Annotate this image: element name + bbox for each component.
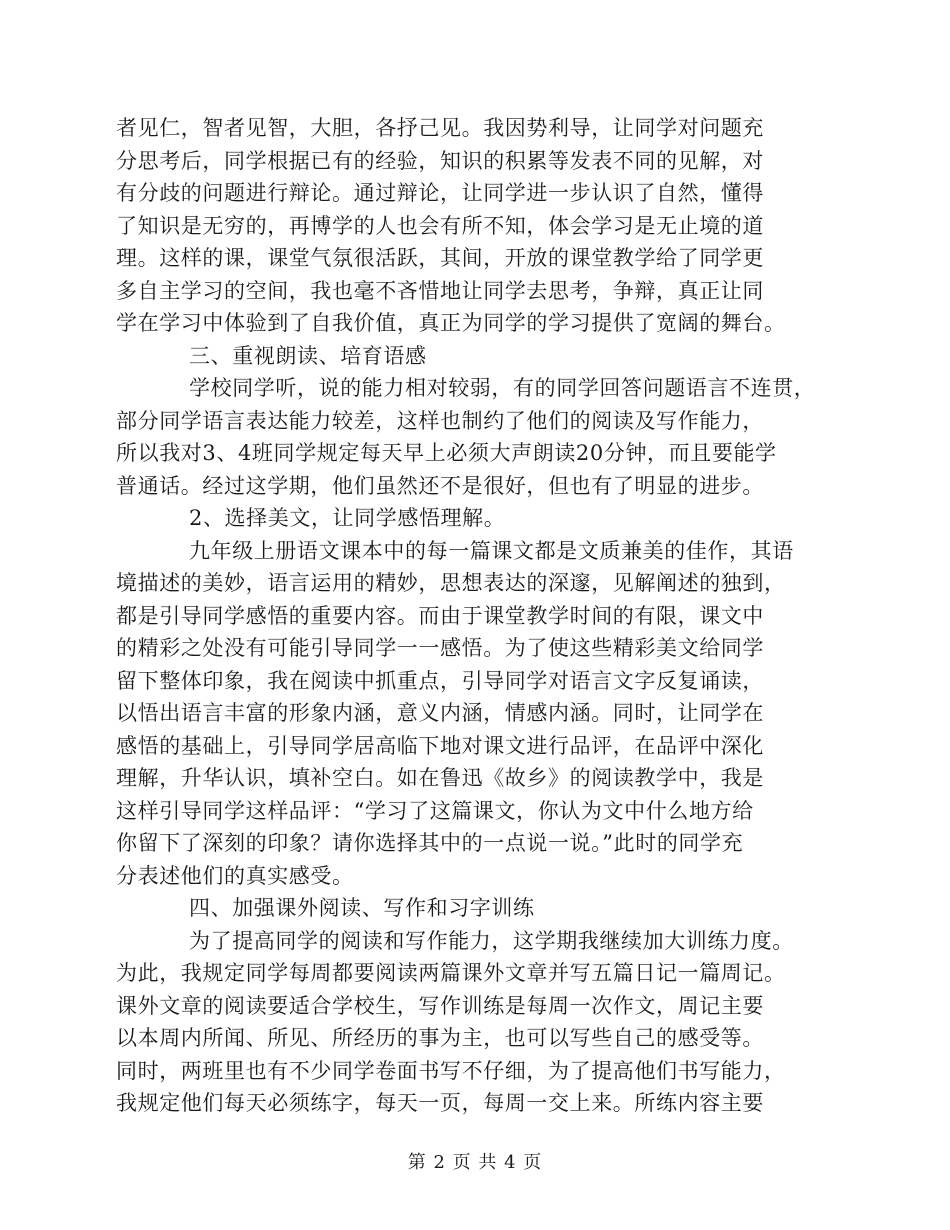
section-heading: 四、加强课外阅读、写作和习字训练 <box>189 896 535 920</box>
section-heading: 三、重视朗读、培育语感 <box>189 343 427 368</box>
text-line: 同时，两班里也有不少同学卷面书写不仔细，为了提高他们书写能力， <box>116 1058 786 1083</box>
text-line: 留下整体印象，我在阅读中抓重点，引导同学对语言文字反复诵读， <box>116 668 764 693</box>
text-line: 你留下了深刻的印象？请你选择其中的一点说一说。”此时的同学充 <box>116 831 744 855</box>
text-line: 的精彩之处没有可能引导同学一一感悟。为了使这些精彩美文给同学 <box>116 636 764 660</box>
text-line: 以悟出语言丰富的形象内涵，意义内涵，情感内涵。同时，让同学在 <box>116 701 764 725</box>
text-line: 分思考后，同学根据已有的经验，知识的积累等发表不同的见解，对 <box>116 148 764 173</box>
text-line: 感悟的基础上，引导同学居高临下地对课文进行品评，在品评中深化 <box>116 733 764 758</box>
text-line: 普通话。经过这学期，他们虽然还不是很好，但也有了明显的进步。 <box>116 473 764 498</box>
text-line: 这样引导同学这样品评：“学习了这篇课文，你认为文中什么地方给 <box>116 798 754 823</box>
text-line: 理解，升华认识，填补空白。如在鲁迅《故乡》的阅读教学中，我是 <box>116 766 764 790</box>
text-line: 以本周内所闻、所见、所经历的事为主，也可以写些自己的感受等。 <box>116 1026 764 1050</box>
text-line: 课外文章的阅读要适合学校生，写作训练是每周一次作文，周记主要 <box>116 993 764 1018</box>
text-line: 了知识是无穷的，再博学的人也会有所不知，体会学习是无止境的道 <box>116 213 764 238</box>
text-line: 多自主学习的空间，我也毫不吝惜地让同学去思考，争辩，真正让同 <box>116 278 764 303</box>
page-footer: 第 2 页 共 4 页 <box>407 1152 543 1173</box>
text-line: 部分同学语言表达能力较差，这样也制约了他们的阅读及写作能力， <box>116 408 764 433</box>
text-line: 理。这样的课，课堂气氛很活跃，其间，开放的课堂教学给了同学更 <box>116 246 764 270</box>
paragraph-start: 为了提高同学的阅读和写作能力，这学期我继续加大训练力度。 <box>189 928 794 953</box>
subsection-heading: 2、选择美文，让同学感悟理解。 <box>189 506 506 530</box>
paragraph-start: 九年级上册语文课本中的每一篇课文都是文质兼美的佳作，其语 <box>189 538 794 563</box>
text-line: 有分歧的问题进行辩论。通过辩论，让同学进一步认识了自然，懂得 <box>116 181 764 205</box>
text-line: 为此，我规定同学每周都要阅读两篇课外文章并写五篇日记一篇周记。 <box>116 961 786 985</box>
body-text <box>116 112 836 1120</box>
text-line: 所以我对3、4班同学规定每天早上必须大声朗读20分钟，而且要能学 <box>116 441 777 465</box>
paragraph-start: 学校同学听，说的能力相对较弱，有的同学回答问题语言不连贯， <box>189 376 816 400</box>
text-line: 都是引导同学感悟的重要内容。而由于课堂教学时间的有限，课文中 <box>116 603 764 628</box>
text-line: 境描述的美妙，语言运用的精妙，思想表达的深邃，见解阐述的独到， <box>116 571 786 595</box>
text-line: 分表述他们的真实感受。 <box>116 863 354 888</box>
text-line: 学在学习中体验到了自我价值，真正为同学的学习提供了宽阔的舞台。 <box>116 311 786 335</box>
text-line: 我规定他们每天必须练字，每天一页，每周一交上来。所练内容主要 <box>116 1091 764 1115</box>
text-line: 者见仁，智者见智，大胆，各抒己见。我因势利导，让同学对问题充 <box>116 116 764 140</box>
